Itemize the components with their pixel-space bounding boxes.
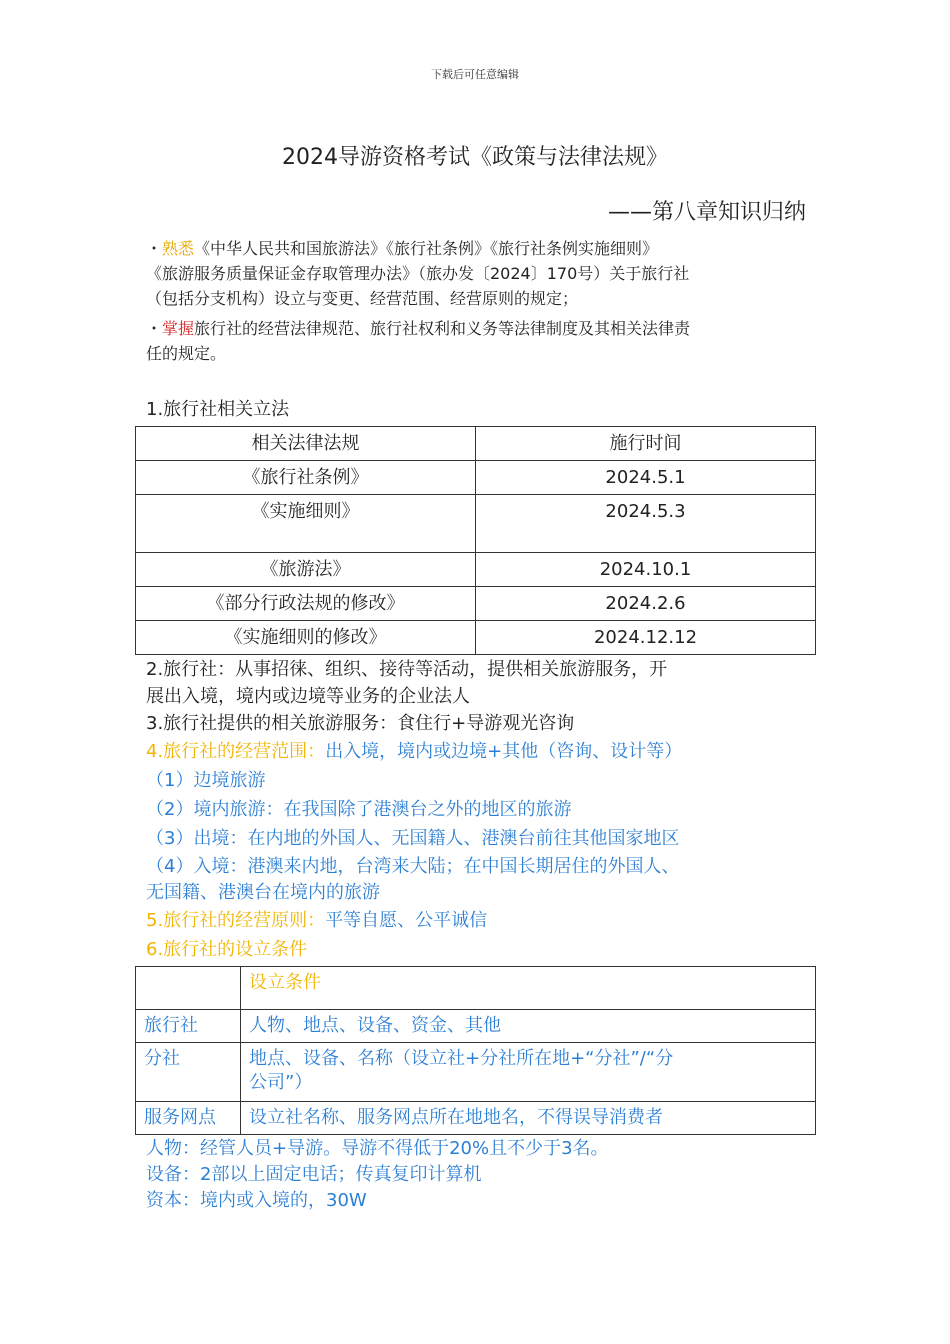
table-row	[136, 461, 816, 495]
section4-item: （3）出境：在内地的外国人、无国籍人、港澳台前往其他国家地区	[146, 828, 680, 849]
table-row	[136, 621, 816, 655]
date-cell: 2024.2.6	[476, 587, 816, 621]
date-cell: 2024.5.3	[476, 495, 816, 553]
section5-heading: 5.旅行社的经营原则：	[146, 910, 326, 931]
section6-heading: 6.旅行社的设立条件	[146, 939, 308, 960]
section2-line: 2.旅行社：从事招徕、组织、接待等活动，提供相关旅游服务，开	[146, 659, 668, 680]
section2-line: 展出入境，境内或边境等业务的企业法人	[146, 686, 470, 707]
bullet-dot: ・	[146, 319, 163, 338]
section4-item: （1）边境旅游	[146, 770, 266, 791]
note-line: 设备：2部以上固定电话；传真复印计算机	[146, 1164, 482, 1185]
section2	[146, 656, 816, 710]
date-cell: 2024.10.1	[476, 553, 816, 587]
table-header-cell: 相关法律法规	[136, 427, 476, 461]
establishment-table	[135, 966, 816, 1135]
section4-item-line: 无国籍、港澳台在境内的旅游	[146, 882, 380, 903]
keyword-master: 掌握	[162, 319, 195, 338]
intro-bullet-familiar	[146, 236, 806, 311]
table-row	[136, 1010, 816, 1043]
intro-bullet-master	[146, 316, 806, 366]
note-line: 资本：境内或入境的，30W	[146, 1190, 367, 1211]
table-header-row	[136, 967, 816, 1010]
law-cell: 《部分行政法规的修改》	[136, 587, 476, 621]
table-header-cell: 设立条件	[241, 967, 816, 1010]
section5-line	[146, 907, 816, 935]
row-value: 人物、地点、设备、资金、其他	[241, 1010, 816, 1043]
intro-text: 《旅游服务质量保证金存取管理办法》（旅办发〔2024〕170号）关于旅行社	[146, 264, 690, 283]
row-value: 设立社名称、服务网点所在地地名，不得误导消费者	[241, 1102, 816, 1135]
table-row	[136, 1043, 816, 1102]
law-cell: 《实施细则的修改》	[136, 621, 476, 655]
header-note: 下载后可任意编辑	[431, 68, 519, 81]
law-cell: 《旅行社条例》	[136, 461, 476, 495]
date-cell: 2024.5.1	[476, 461, 816, 495]
intro-text: 任的规定。	[146, 344, 227, 363]
document-title: 2024导游资格考试《政策与法律法规》	[282, 145, 668, 170]
keyword-familiar: 熟悉	[162, 239, 195, 258]
table-corner-cell	[136, 967, 241, 1010]
section4-item	[146, 854, 816, 906]
table-row	[136, 1102, 816, 1135]
table-row	[136, 587, 816, 621]
legislation-table	[135, 426, 816, 655]
row-value	[241, 1043, 816, 1102]
row-label: 旅行社	[136, 1010, 241, 1043]
row-value-line: 公司”）	[249, 1072, 313, 1093]
date-cell: 2024.12.12	[476, 621, 816, 655]
section3: 3.旅行社提供的相关旅游服务：食住行+导游观光咨询	[146, 713, 575, 734]
intro-text: 旅行社的经营法律规范、旅行社权利和义务等法律制度及其相关法律责	[194, 319, 691, 338]
section1-heading: 1.旅行社相关立法	[146, 399, 290, 420]
law-cell: 《实施细则》	[136, 495, 476, 553]
law-cell: 《旅游法》	[136, 553, 476, 587]
section4-summary: 出入境，境内或边境+其他（咨询、设计等）	[325, 741, 683, 762]
section4-heading: 4.旅行社的经营范围：	[146, 741, 326, 762]
table-row	[136, 495, 816, 553]
bullet-dot: ・	[146, 239, 163, 258]
row-label: 分社	[136, 1043, 241, 1102]
section4-item: （2）境内旅游：在我国除了港澳台之外的地区的旅游	[146, 799, 572, 820]
table-row	[136, 553, 816, 587]
section5-text: 平等自愿、公平诚信	[325, 910, 488, 931]
intro-text: 《中华人民共和国旅游法》《旅行社条例》《旅行社条例实施细则》	[194, 239, 659, 258]
note-line: 人物：经管人员+导游。导游不得低于20%且不少于3名。	[146, 1138, 609, 1159]
intro-text: （包括分支机构）设立与变更、经营范围、经营原则的规定；	[146, 289, 579, 308]
section6-notes	[146, 1136, 816, 1214]
table-header-cell: 施行时间	[476, 427, 816, 461]
row-value-line: 地点、设备、名称（设立社+分社所在地+“分社”/“分	[249, 1048, 674, 1069]
section4-heading-line	[146, 738, 816, 766]
row-label: 服务网点	[136, 1102, 241, 1135]
section4-item-line: （4）入境：港澳来内地，台湾来大陆；在中国长期居住的外国人、	[146, 856, 680, 877]
table-header-row	[136, 427, 816, 461]
document-subtitle: ——第八章知识归纳	[607, 200, 806, 225]
